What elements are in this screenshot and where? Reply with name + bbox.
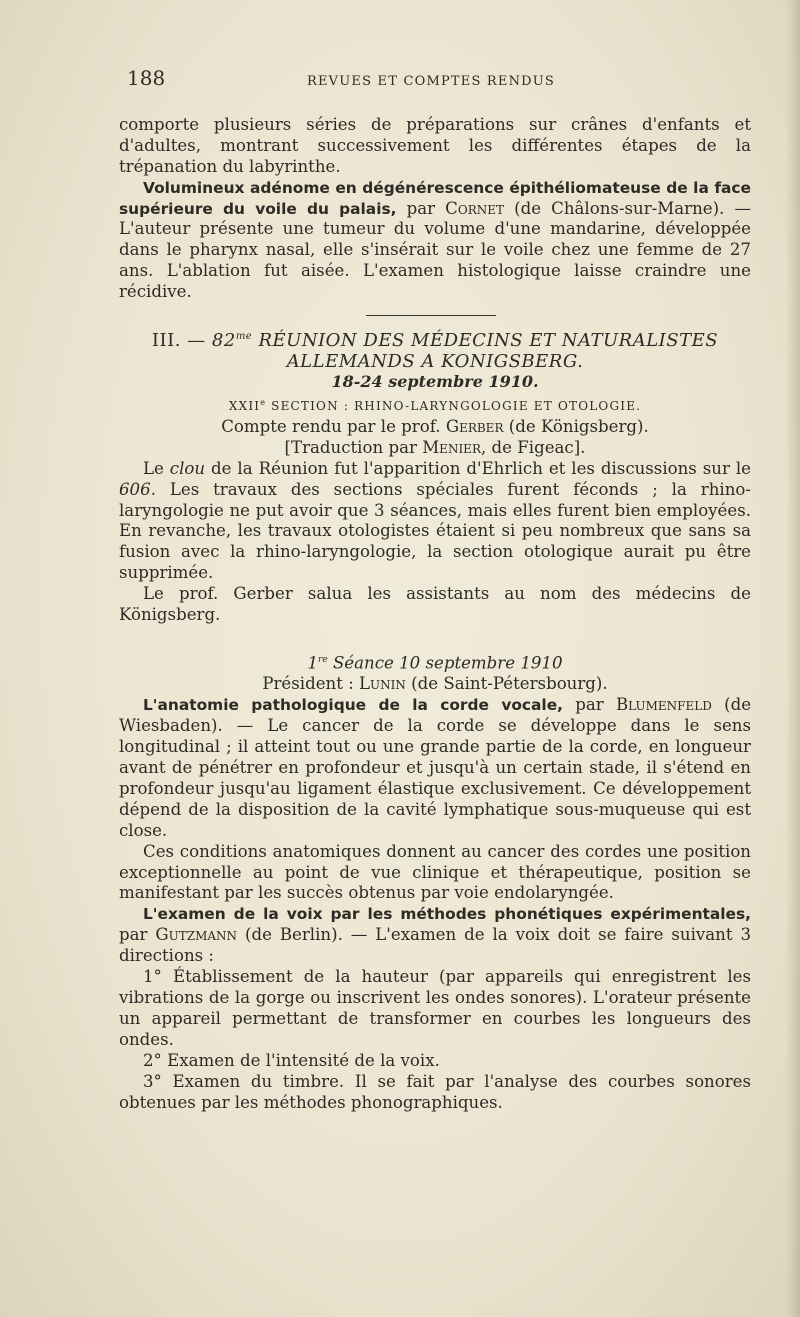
item-title: L'anatomie pathologique de la corde vocale,	[143, 696, 563, 715]
section-heading	[119, 326, 751, 459]
seance-president: Président : Lunin (de Saint-Pétersbourg).	[262, 674, 608, 694]
item-author: Cornet	[445, 198, 504, 218]
item-affiliation: (de Châlons-sur-Marne).	[514, 198, 725, 218]
list-item: 3° Examen du timbre. Il se fait par l'analyse des courbes sonores obtenues par les méthodes phonographiques.	[119, 1071, 751, 1112]
item-cornet	[119, 178, 751, 303]
item-author: Blumenfeld	[615, 695, 712, 715]
section-paragraph-1: Le clou de la Réunion fut l'apparition d'Ehrlich et les discussions sur le 606. Les travaux des sections spéciales furent féconds ; la rhino-laryngologie ne put avoir que 3 séances, mais elles furent bien employées. En revanche, les travaux otologistes étaient si peu nombreux que sans sa fusion avec la rhino-laryngologie, la section otologique aurait pu être supprimée.	[119, 458, 751, 583]
item-body: (de Berlin). — L'examen de la voix doit se faire suivant 3 directions :	[119, 925, 751, 966]
item-gutzmann: L'examen de la voix par les méthodes phonétiques expérimentales, par Gutzmann (de Berlin). — L'examen de la voix doit se faire suivant 3 directions :	[119, 905, 751, 966]
section-title-line2: ALLEMANDS A KONIGSBERG.	[286, 351, 584, 373]
page-header	[119, 68, 751, 93]
intro-paragraph: comporte plusieurs séries de préparations sur crânes d'enfants et d'adultes, montrant successivement les différentes étapes de la trépanation du labyrinthe.	[119, 114, 751, 176]
section-subtitle: XXIIe SECTION : RHINO-LARYNGOLOGIE ET OTOLOGIE.	[228, 397, 642, 413]
page-number: 188	[127, 66, 166, 90]
text-column	[119, 68, 751, 1113]
list-item: 1° Établissement de la hauteur (par appareils qui enregistrent les vibrations de la gorge ou inscrivent les ondes sonores). L'orateur présente un appareil permettant de transformer en courbes les longueurs des ondes.	[119, 967, 751, 1049]
compte-rendu-line: Compte rendu par le prof. Gerber (de Königsberg).	[221, 416, 649, 436]
section-title-line1: III. — $82^{me}$ RÉUNION DES MÉDECINS ET NATURALISTES	[151, 330, 719, 352]
item-title: Volumineux adénome en dégénérescence épithéliomateuse de la face supérieure du voile du palais,	[119, 178, 751, 218]
seance-title: 1re Séance 10 septembre 1910	[307, 653, 563, 673]
list-item: 2° Examen de l'intensité de la voix.	[143, 1050, 440, 1070]
item-body: (de Wiesbaden). — Le cancer de la corde se développe dans le sens longitudinal ; il atteint tout ou une grande partie de la corde, en longueur avant de pénétrer en profondeur et jusqu'à un certain stade, il s'étend en profondeur jusqu'au ligament élastique exclusivement. Ce développement dépend de la disposition de la cavité lymphatique sous-muqueuse qui est close.	[119, 695, 752, 840]
spacer	[119, 626, 751, 650]
seance-heading	[119, 650, 751, 695]
section-divider	[366, 315, 496, 316]
section-paragraph-2: Le prof. Gerber salua les assistants au nom des médecins de Königsberg.	[119, 584, 751, 625]
translation-line: [Traduction par Menier, de Figeac].	[284, 437, 586, 457]
running-title: REVUES ET COMPTES RENDUS	[307, 74, 556, 89]
page-edge-shadow	[786, 0, 800, 1317]
item-by: par	[406, 198, 436, 218]
item-author: Gutzmann	[155, 925, 238, 945]
item-title: L'examen de la voix par les méthodes phonétiques expérimentales,	[143, 905, 751, 924]
item-body: —L'auteur présente une tumeur du volume d'une mandarine, développée dans le pharynx nasal, elle s'insérait sur le voile chez une femme de 27 ans. L'ablation fut aisée. L'examen histologique laisse craindre une récidive.	[119, 198, 752, 302]
item-blumenfeld: L'anatomie pathologique de la corde vocale, par Blumenfeld (de Wiesbaden). — Le cancer de la corde se développe dans le sens longitudinal ; il atteint tout ou une grande partie de la corde, en longueur avant de pénétrer en profondeur et jusqu'à un certain stade, il s'étend en profondeur jusqu'au ligament élastique exclusivement. Ce développement dépend de la disposition de la cavité lymphatique sous-muqueuse qui est close.	[119, 695, 752, 840]
item-blumenfeld-continued: Ces conditions anatomiques donnent au cancer des cordes une position exceptionnelle au point de vue clinique et thérapeutique, position se manifestant par les succès obtenus par voie endolaryngée.	[119, 841, 751, 903]
section-dates: 18-24 septembre 1910.	[331, 372, 539, 392]
